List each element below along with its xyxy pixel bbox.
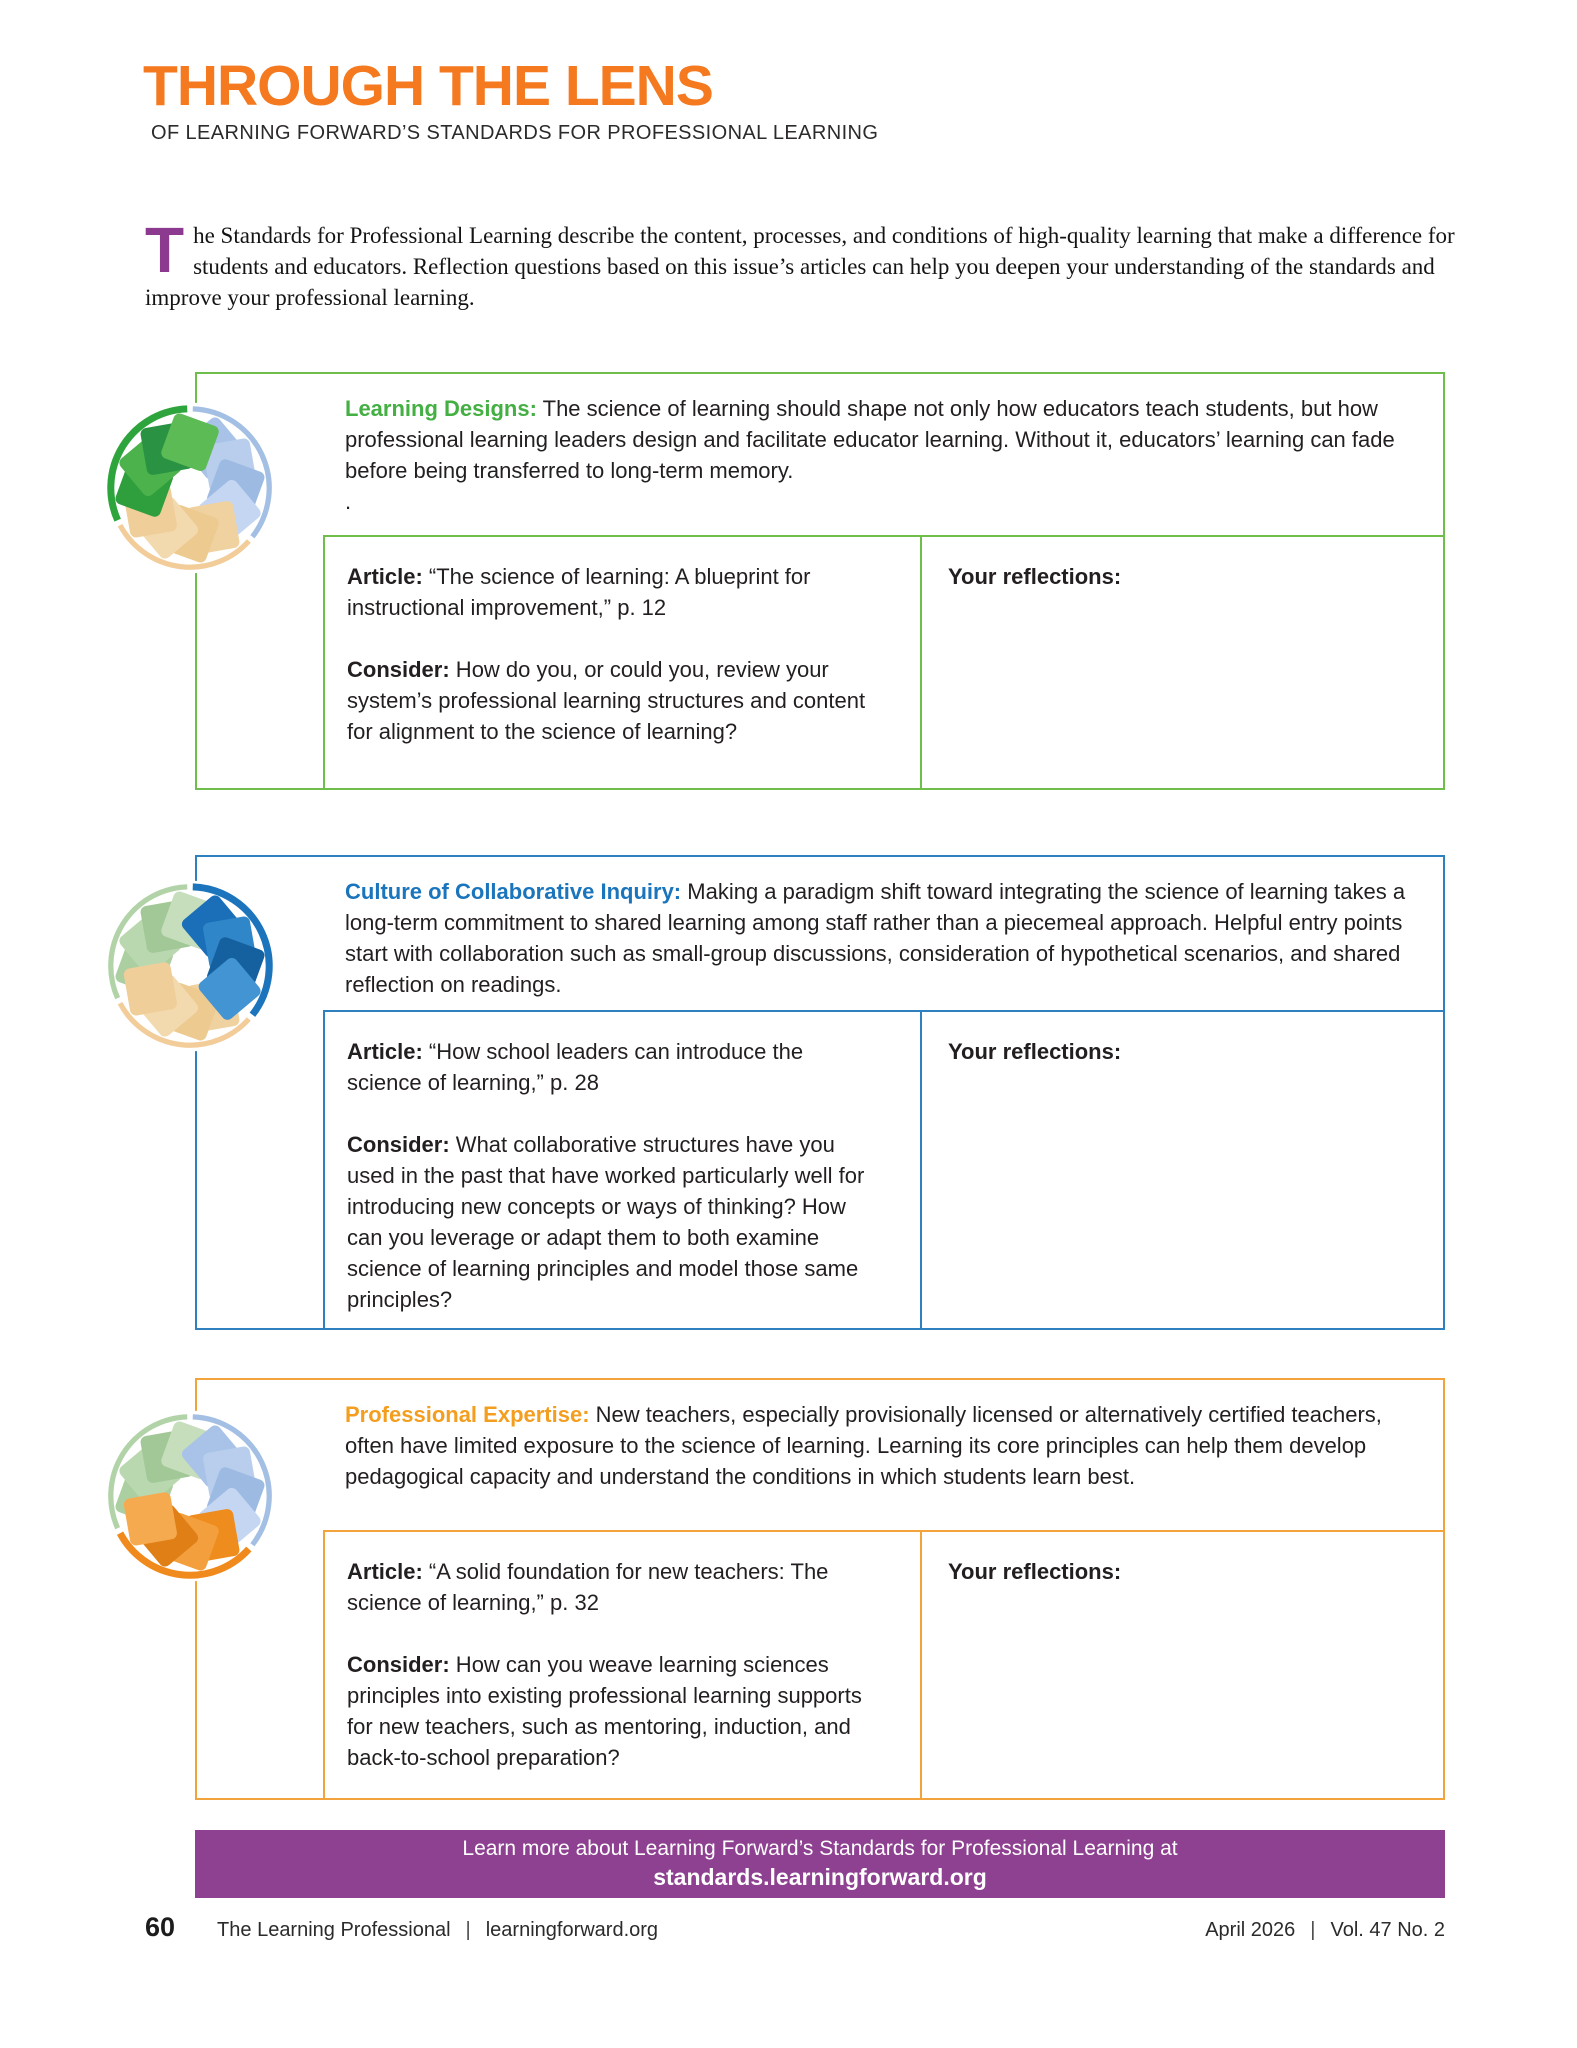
section-card-culture-of-collaborative-inquiry [195, 855, 1445, 1330]
standard-description-text: New teachers, especially provisionally licensed or alternatively certified teachers, often have limited exposure to the science of learning. Learning its core principles can help them develop pedagogical capacity and understand the conditions in which students learn best. [345, 1402, 1382, 1489]
drop-cap: T [145, 214, 185, 286]
article-reference [347, 561, 878, 623]
article-reference [347, 1036, 878, 1098]
standard-heading: Learning Designs: [345, 396, 537, 421]
standard-description-text: The science of learning should shape not only how educators teach students, but how professional learning leaders design and facilitate educator learning. Without it, educators’ learning can fade before being transferred to long-term memory. [345, 396, 1395, 483]
standards-pinwheel-logo-learning-designs [102, 400, 278, 576]
reflection-table [323, 535, 1443, 788]
article-label: Article: [347, 1559, 423, 1584]
section-card-learning-designs [195, 372, 1445, 790]
section-description [197, 374, 1443, 517]
consider-prompt [347, 1129, 878, 1315]
consider-text: How can you weave learning sciences principles into existing professional learning supports for new teachers, such as mentoring, induction, and back-to-school preparation? [347, 1652, 862, 1770]
consider-text: What collaborative structures have you used in the past that have worked particularly well for introducing new concepts or ways of thinking? How can you leverage or adapt them to both examine science of learning principles and model those same principles? [347, 1132, 865, 1312]
reflection-table [323, 1010, 1443, 1328]
info-banner [195, 1830, 1445, 1898]
section-description [197, 1380, 1443, 1492]
footer-separator: | [1310, 1919, 1316, 1941]
footer-left [145, 1912, 658, 1943]
banner-url[interactable]: standards.learningforward.org [653, 1864, 987, 1890]
page-footer [145, 1912, 1445, 1943]
page-number: 60 [145, 1912, 176, 1942]
reflections-label: Your reflections: [948, 564, 1122, 589]
issue-date: April 2026 [1205, 1919, 1296, 1941]
consider-label: Consider: [347, 1652, 450, 1677]
article-label: Article: [347, 1039, 423, 1064]
standards-pinwheel-logo-collaborative-inquiry [102, 878, 278, 1054]
banner-text: Learn more about Learning Forward’s Standards for Professional Learning at [462, 1837, 1178, 1860]
intro-text: he Standards for Professional Learning describe the content, processes, and conditions of high-quality learning that make a difference for students and educators. Reflection questions based on this issue’s articles can help you deepen your understanding of the standards and improve your professional learning. [145, 223, 1455, 310]
standard-heading: Professional Expertise: [345, 1402, 590, 1427]
reflections-area[interactable] [922, 1012, 1443, 1328]
article-text: “How school leaders can introduce the science of learning,” p. 28 [347, 1039, 804, 1095]
article-text: “A solid foundation for new teachers: The science of learning,” p. 32 [347, 1559, 829, 1615]
standard-description-text: Making a paradigm shift toward integrating the science of learning takes a long-term commitment to shared learning among staff rather than a piecemeal approach. Helpful entry points start with collaboration such as small-group discussions, consideration of hypothetical scenarios, and shared reflection on readings. [345, 879, 1406, 997]
publication-site: learningforward.org [485, 1919, 659, 1941]
intro-paragraph [145, 214, 1460, 313]
article-consider-cell [325, 1012, 922, 1328]
reflection-table [323, 1530, 1443, 1798]
reflections-area[interactable] [922, 537, 1443, 788]
article-text: “The science of learning: A blueprint for instructional improvement,” p. 12 [347, 564, 811, 620]
consider-label: Consider: [347, 657, 450, 682]
publication-name: The Learning Professional [217, 1919, 451, 1941]
article-label: Article: [347, 564, 423, 589]
consider-text: How do you, or could you, review your system’s professional learning structures and content for alignment to the science of learning? [347, 657, 866, 744]
reflections-area[interactable] [922, 1532, 1443, 1798]
article-consider-cell [325, 1532, 922, 1798]
footer-right [1205, 1919, 1445, 1942]
reflections-label: Your reflections: [948, 1559, 1122, 1584]
reflections-label: Your reflections: [948, 1039, 1122, 1064]
page-subtitle: OF LEARNING FORWARD’S STANDARDS FOR PROFESSIONAL LEARNING [151, 122, 879, 144]
volume-number: Vol. 47 No. 2 [1330, 1919, 1445, 1941]
section-description [197, 857, 1443, 1000]
standards-pinwheel-logo-professional-expertise [102, 1408, 278, 1584]
consider-prompt [347, 654, 878, 747]
standard-heading: Culture of Collaborative Inquiry: [345, 879, 682, 904]
consider-prompt [347, 1649, 878, 1773]
article-reference [347, 1556, 878, 1618]
section-card-professional-expertise [195, 1378, 1445, 1800]
article-consider-cell [325, 537, 922, 788]
page-title: THROUGH THE LENS [143, 54, 713, 118]
consider-label: Consider: [347, 1132, 450, 1157]
footer-separator: | [465, 1919, 471, 1941]
stray-period: . [345, 489, 352, 514]
